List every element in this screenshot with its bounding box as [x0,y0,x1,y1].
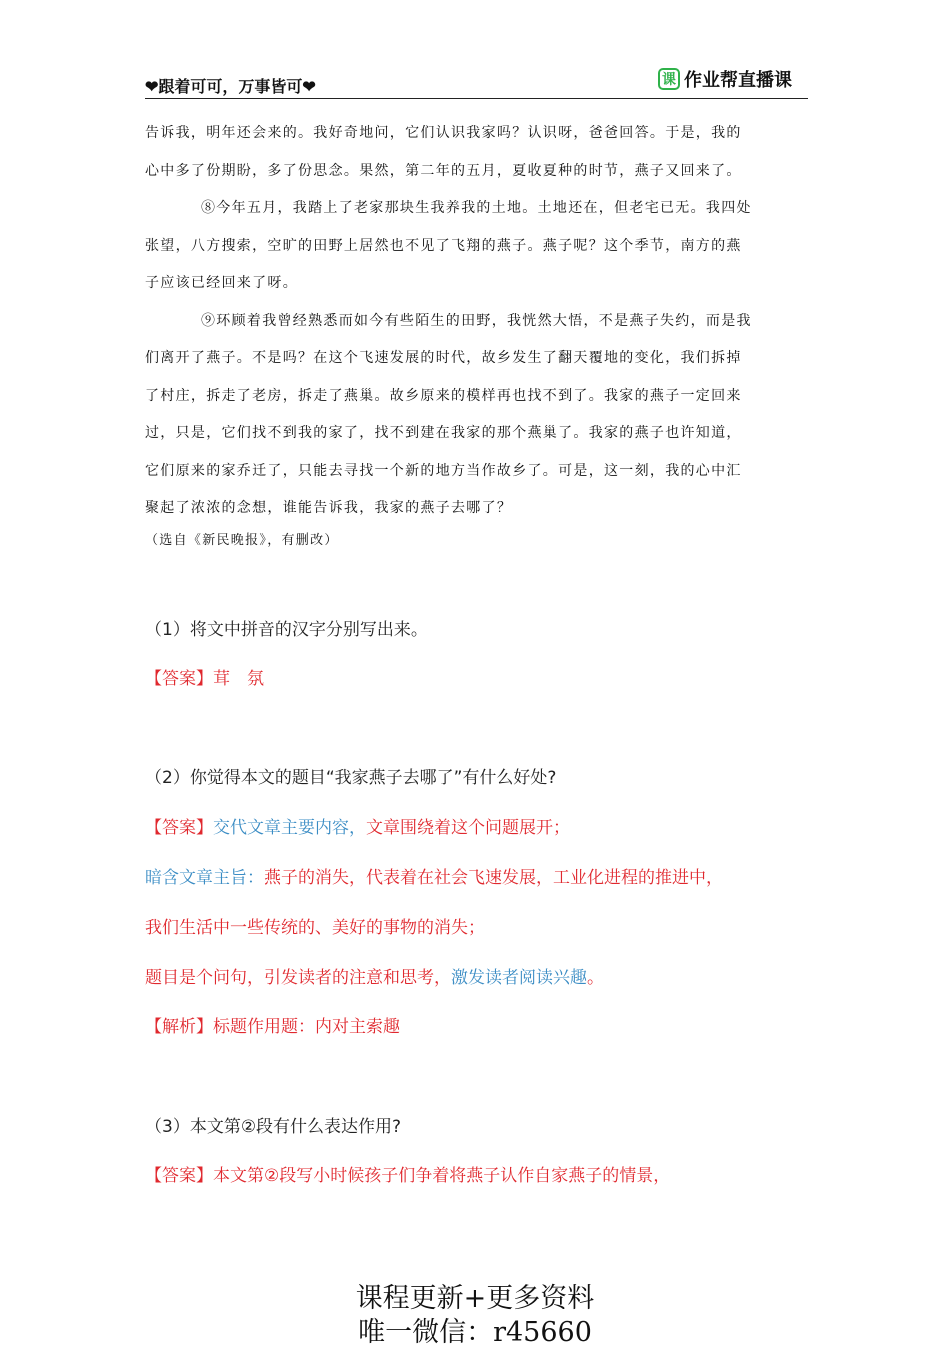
answer-2-line-3: 我们生活中一些传统的、美好的事物的消失； [145,918,485,938]
brand-logo-group [658,66,792,92]
answer-text-blue: 暗含文章主旨： [145,868,264,888]
passage-line: 子应该已经回来了呀。 [145,275,298,291]
passage-line: ⑧今年五月，我踏上了老家那块生我养我的土地。土地还在，但老宅已无。我四处 [201,200,752,216]
answer-2-line-1 [145,813,570,838]
passage-line: 它们原来的家乔迁了，只能去寻找一个新的地方当作故乡了。可是，这一刻，我的心中汇 [145,462,742,479]
question-3: （3）本文第②段有什么表达作用? [145,1117,402,1137]
analysis-tag: 【解析】 [145,1017,213,1037]
answer-text-blue: 交代文章主要内容， [213,818,366,838]
brand-name: 作业帮直播课 [684,70,792,91]
brand-logo-icon: 课 [658,68,680,90]
analysis-text: 标题作用题：内对主索趣 [213,1017,400,1037]
footer-line-2: 唯一微信：r45660 [358,1317,592,1348]
answer-tag: 【答案】 [145,818,213,838]
passage-line: ⑨环顾着我曾经熟悉而如今有些陌生的田野，我恍然大悟，不是燕子失约，而是我 [201,312,752,329]
passage-line: 聚起了浓浓的念想，谁能告诉我，我家的燕子去哪了？ [145,500,513,516]
answer-tag: 【答案】 [145,1166,213,1186]
answer-text-blue: 激发读者阅读兴趣 [451,968,587,988]
question-1: （1）将文中拼音的汉字分别写出来。 [145,620,428,640]
answer-3 [145,1161,670,1186]
footer-line-1: 课程更新+更多资料 [355,1283,595,1314]
passage-line: 心中多了份期盼，多了份思念。果然，第二年的五月，夏收夏种的时节，燕子又回来了。 [145,162,742,179]
header-divider [145,98,808,99]
answer-tag: 【答案】 [145,669,213,689]
answer-2-line-2 [145,863,723,888]
answer-2-line-4 [145,963,604,988]
answer-text-end: 。 [587,968,604,988]
question-2: （2）你觉得本文的题目“我家燕子去哪了”有什么好处? [145,768,557,788]
answer-text-red: 燕子的消失，代表着在社会飞速发展，工业化进程的推进中， [264,868,723,888]
passage-line: 过，只是，它们找不到我的家了，找不到建在我家的那个燕巢了。我家的燕子也许知道， [145,425,742,441]
answer-text-red: 题目是个问句，引发读者的注意和思考， [145,968,451,988]
passage-line: 了村庄，拆走了老房，拆走了燕巢。故乡原来的模样再也找不到了。我家的燕子一定回来 [145,387,742,404]
passage-line: 告诉我，明年还会来的。我好奇地问，它们认识我家吗？认识呀，爸爸回答。于是，我的 [145,125,742,141]
answer-text: 本文第②段写小时候孩子们争着将燕子认作自家燕子的情景， [213,1166,671,1186]
reading-passage [145,115,808,559]
analysis-2 [145,1012,400,1037]
answer-1 [145,664,264,689]
passage-line: 们离开了燕子。不是吗？在这个飞速发展的时代，故乡发生了翻天覆地的变化，我们拆掉 [145,350,742,366]
passage-line: 张望，八方搜索，空旷的田野上居然也不见了飞翔的燕子。燕子呢？这个季节，南方的燕 [145,237,742,254]
passage-source: （选自《新民晚报》，有删改） [145,532,339,548]
answer-text-red: 文章围绕着这个问题展开； [366,818,570,838]
header-slogan: ❤跟着可可，万事皆可❤ [145,77,316,96]
answer-text: 茸 氛 [213,669,264,689]
